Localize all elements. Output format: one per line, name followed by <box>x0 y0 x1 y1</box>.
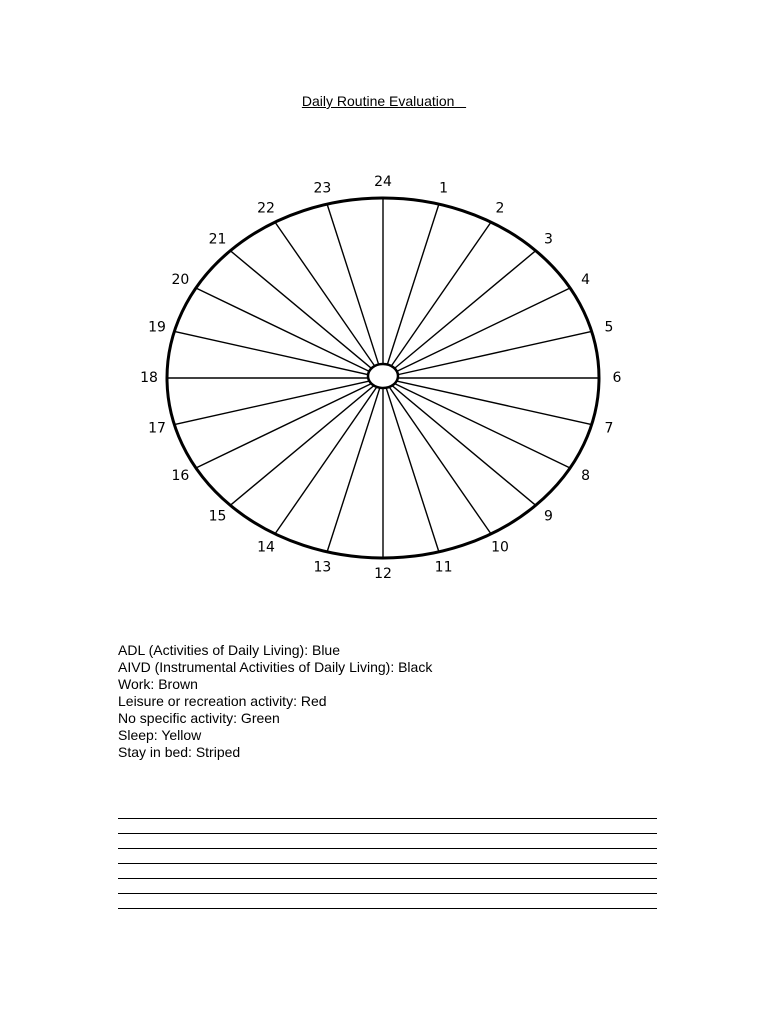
wheel-spoke <box>383 204 439 378</box>
hour-label-16: 16 <box>171 468 190 484</box>
color-legend <box>118 642 432 761</box>
hour-label-7: 7 <box>604 420 614 437</box>
hour-label-3: 3 <box>544 231 553 248</box>
wheel-spoke <box>174 331 383 378</box>
hour-label-20: 20 <box>171 272 190 288</box>
wheel-spoke <box>383 378 536 505</box>
page-title <box>0 93 768 109</box>
notes-lines <box>118 818 657 923</box>
wheel-spoke <box>383 378 570 468</box>
legend-item: AIVD (Instrumental Activities of Daily Living): Black <box>118 659 433 675</box>
hour-label-4: 4 <box>581 272 591 288</box>
wheel-spoke <box>383 378 592 425</box>
hour-label-24: 24 <box>374 174 392 190</box>
hour-label-17: 17 <box>148 420 166 437</box>
notes-line[interactable] <box>118 893 657 908</box>
hour-label-22: 22 <box>257 200 275 217</box>
legend-item: ADL (Activities of Daily Living): Blue <box>118 642 341 658</box>
legend-item: Leisure or recreation activity: Red <box>118 693 327 709</box>
wheel-spoke <box>230 378 383 505</box>
hour-label-10: 10 <box>491 539 509 556</box>
hour-label-23: 23 <box>313 180 332 197</box>
notes-line[interactable] <box>118 833 657 848</box>
wheel-spoke <box>383 288 570 378</box>
legend-item: Work: Brown <box>118 676 198 692</box>
hour-label-19: 19 <box>148 319 166 336</box>
hour-label-14: 14 <box>257 539 275 556</box>
wheel-spoke <box>383 378 439 552</box>
wheel-spoke <box>383 331 592 378</box>
legend-item: Sleep: Yellow <box>118 727 202 743</box>
hour-label-13: 13 <box>313 559 332 576</box>
hour-label-2: 2 <box>495 200 505 217</box>
notes-line[interactable] <box>118 878 657 893</box>
hour-label-9: 9 <box>544 508 553 525</box>
hour-label-18: 18 <box>140 370 158 386</box>
wheel-center-hub <box>368 364 398 388</box>
hour-label-11: 11 <box>434 559 453 576</box>
wheel-spoke <box>383 222 491 378</box>
wheel-spoke <box>275 222 383 378</box>
hour-label-15: 15 <box>208 508 227 525</box>
legend-item: Stay in bed: Striped <box>118 744 241 760</box>
hour-label-6: 6 <box>612 370 622 386</box>
wheel-spoke <box>230 251 383 378</box>
hour-label-21: 21 <box>208 231 227 248</box>
wheel-spoke <box>174 378 383 425</box>
page-title-text: Daily Routine Evaluation <box>301 93 467 109</box>
hour-label-12: 12 <box>374 566 392 582</box>
hour-label-5: 5 <box>604 319 614 336</box>
wheel-spoke <box>383 378 491 534</box>
wheel-spoke <box>196 288 383 378</box>
notes-line[interactable] <box>118 863 657 878</box>
hour-label-8: 8 <box>581 468 591 484</box>
notes-line[interactable] <box>118 908 657 923</box>
hour-label-1: 1 <box>439 180 449 197</box>
wheel-spoke <box>327 204 383 378</box>
wheel-spoke <box>275 378 383 534</box>
wheel-spoke <box>327 378 383 552</box>
legend-item: No specific activity: Green <box>118 710 280 726</box>
wheel-spoke <box>383 251 536 378</box>
daily-clock-wheel <box>0 160 768 600</box>
wheel-spoke <box>196 378 383 468</box>
notes-line[interactable] <box>118 818 657 833</box>
notes-line[interactable] <box>118 848 657 863</box>
